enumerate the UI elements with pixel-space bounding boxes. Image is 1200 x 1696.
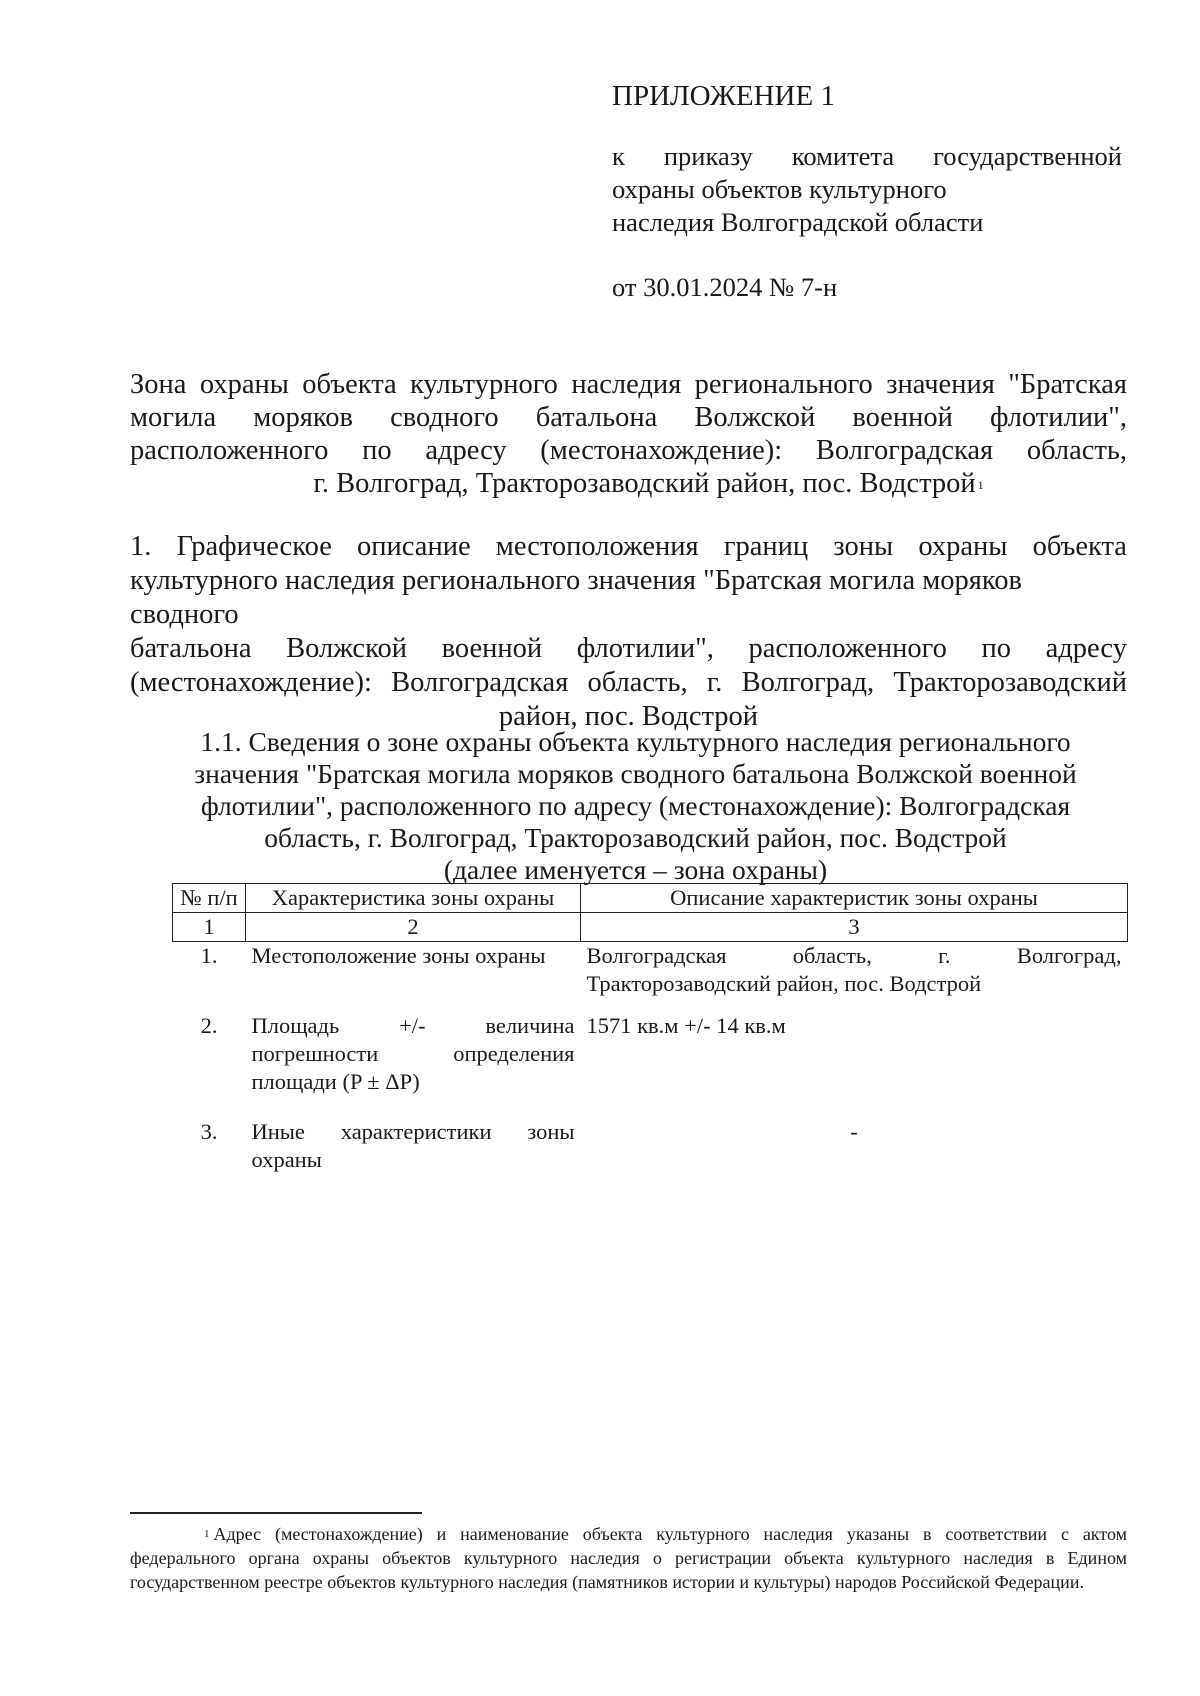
section-1-1-line: значения "Братская могила моряков сводного батальона Волжской военной xyxy=(194,758,1077,789)
zone-title xyxy=(130,368,1127,500)
word: батальона xyxy=(130,633,252,664)
column-number: 1 xyxy=(173,913,246,942)
description-line xyxy=(587,942,1122,970)
appendix-title: ПРИЛОЖЕНИЕ 1 xyxy=(612,80,835,112)
word: флотилии", xyxy=(576,633,714,664)
word: Тракторозаводский xyxy=(893,667,1127,698)
word: величина xyxy=(485,1013,575,1038)
word: Волжской xyxy=(286,633,407,664)
order-ref-word: государственной xyxy=(933,141,1122,171)
word: (местонахождение): xyxy=(130,667,372,698)
table-row xyxy=(173,1118,1128,1198)
header-number: № п/п xyxy=(173,884,246,913)
characteristic-line xyxy=(252,1118,575,1146)
word: Иные xyxy=(251,1119,305,1144)
word: расположенного xyxy=(748,633,947,664)
section-1-heading xyxy=(130,530,1127,734)
word: погрешности xyxy=(251,1041,379,1066)
section-1-line xyxy=(130,632,1127,666)
zone-title-address: г. Волгоград, Тракторозаводский район, пос. Водстрой xyxy=(313,468,976,499)
row-number: 3. xyxy=(200,1119,218,1144)
zone-title-line: Зона охраны объекта культурного наследия регионального значения "Братская xyxy=(130,369,1127,400)
word: охраны xyxy=(918,531,1008,562)
row-characteristic xyxy=(246,1012,581,1118)
order-reference xyxy=(612,140,1122,239)
word: определения xyxy=(453,1041,575,1066)
table-column-numbers-row xyxy=(173,913,1128,942)
word: Волгоградская xyxy=(391,667,569,698)
footnote-text xyxy=(130,1522,1127,1594)
word: местоположения xyxy=(495,531,699,562)
word: область, xyxy=(587,667,688,698)
order-ref-line-3: наследия Волгоградской области xyxy=(612,207,984,237)
characteristic-line xyxy=(252,1040,575,1068)
row-number: 2. xyxy=(200,1013,218,1038)
section-1-line xyxy=(130,666,1127,700)
word: военной xyxy=(441,633,543,664)
word: область, xyxy=(792,943,872,968)
footnote-mark: 1 xyxy=(204,1528,210,1540)
word: Волгоград, xyxy=(1016,943,1122,968)
section-1-1-line: (далее именуется – зона охраны) xyxy=(443,854,828,885)
word: описание xyxy=(357,531,471,562)
characteristic-line xyxy=(252,1012,575,1040)
table-header-row xyxy=(173,884,1128,913)
table-row xyxy=(173,942,1128,1013)
description-line: Тракторозаводский район, пос. Водстрой xyxy=(586,971,982,996)
section-1-line xyxy=(130,530,1127,564)
characteristic-line: охраны xyxy=(251,1147,322,1172)
column-number: 3 xyxy=(581,913,1128,942)
word: характеристики xyxy=(340,1119,492,1144)
order-ref-word: приказу xyxy=(663,141,753,171)
word: Волгоград, xyxy=(741,667,875,698)
section-1-1-line: флотилии", расположенного по адресу (местонахождение): Волгоградская xyxy=(200,790,1071,821)
word: зоны xyxy=(833,531,894,562)
row-number: 1. xyxy=(200,943,218,968)
row-description xyxy=(581,942,1128,1013)
word: Графическое xyxy=(176,531,332,562)
row-description: - xyxy=(850,1119,858,1144)
order-ref-word: к xyxy=(612,141,625,171)
header-description: Описание характеристик зоны охраны xyxy=(581,884,1128,913)
characteristic-line: площади (P ± ΔP) xyxy=(251,1069,420,1094)
word: Волгоградская xyxy=(586,943,727,968)
header-characteristic: Характеристика зоны охраны xyxy=(246,884,581,913)
word: 1. xyxy=(130,531,152,562)
row-characteristic xyxy=(246,1118,581,1198)
footnote xyxy=(130,1522,1127,1594)
word: г. xyxy=(938,943,951,968)
zone-title-line: могила моряков сводного батальона Волжской военной флотилии", xyxy=(130,402,1127,433)
row-description: 1571 кв.м +/- 14 кв.м xyxy=(586,1013,786,1038)
zone-title-line: расположенного по адресу (местонахождение): Волгоградская область, xyxy=(130,435,1127,466)
zone-characteristics-table xyxy=(172,883,1128,1198)
column-number: 2 xyxy=(246,913,581,942)
word: объекта xyxy=(1032,531,1127,562)
word: по xyxy=(981,633,1012,664)
word: Площадь xyxy=(251,1013,340,1038)
section-1-1-line: область, г. Волгоград, Тракторозаводский район, пос. Водстрой xyxy=(264,822,1007,853)
table-row xyxy=(173,1012,1128,1118)
zone-title-line xyxy=(130,467,1127,500)
section-1-1-heading xyxy=(168,726,1103,886)
section-1-line: культурного наследия регионального значения "Братская могила моряков сводного xyxy=(130,565,1022,630)
word: г. xyxy=(706,667,723,698)
order-ref-line-2: охраны объектов культурного xyxy=(612,174,947,204)
word: адресу xyxy=(1045,633,1127,664)
order-date: от 30.01.2024 № 7-н xyxy=(612,272,838,302)
order-ref-line-1 xyxy=(612,140,1122,173)
section-1-1-line: 1.1. Сведения о зоне охраны объекта культурного наследия регионального xyxy=(200,726,1071,757)
order-ref-word: комитета xyxy=(791,141,895,171)
footnote-ref[interactable]: 1 xyxy=(977,478,984,492)
section-1-line: район, пос. Водстрой xyxy=(498,701,759,732)
footnote-body: Адрес (местонахождение) и наименование объекта культурного наследия указаны в соответствии с актом федерального органа охраны объектов культурного наследия о регистрации объекта культурного наследия в Едином государственном реестре объектов культурного наследия (памятников истории и культуры) народов Российской Федерации. xyxy=(130,1524,1127,1592)
word: границ xyxy=(723,531,809,562)
word: +/- xyxy=(399,1013,426,1038)
row-characteristic: Местоположение зоны охраны xyxy=(251,943,546,968)
footnote-divider xyxy=(130,1512,422,1514)
word: зоны xyxy=(527,1119,575,1144)
